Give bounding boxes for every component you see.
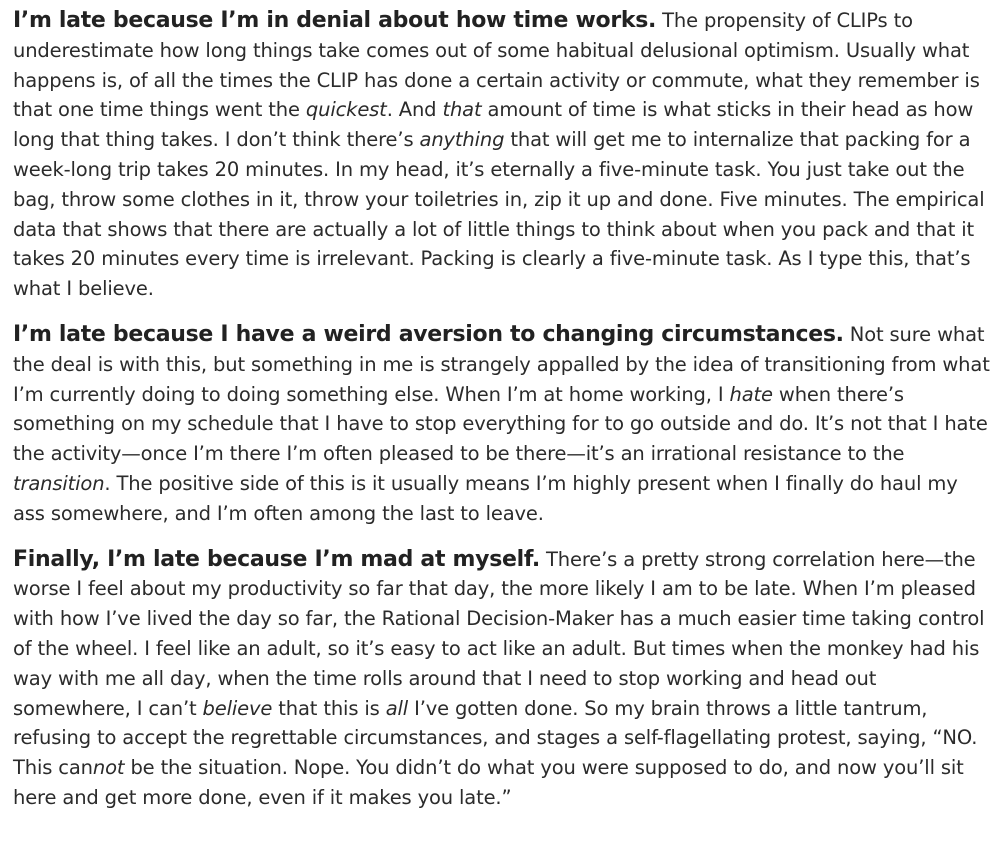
paragraph-text: I’ve gotten done. So my brain throws a little tantrum, refusing to accept the regrettable circumstances, and stages a self-flagellating protest, saying, “NO. This can bbox=[13, 696, 978, 780]
paragraph-lead: I’m late because I have a weird aversion to changing circumstances. bbox=[13, 321, 844, 347]
emphasis-text: believe bbox=[202, 696, 273, 720]
paragraph-aversion bbox=[13, 320, 990, 529]
paragraph-text: amount of time is what sticks in their head as how long that thing takes. I don’t think there’s bbox=[13, 98, 974, 152]
emphasis-text: not bbox=[92, 756, 125, 780]
paragraph-text: that this is bbox=[272, 696, 386, 720]
paragraph-denial bbox=[13, 6, 990, 304]
paragraph-text: There’s a pretty strong correlation here—the worse I feel about my productivity so far that day, the more likely I am to be late. When I’m pleased with how I’ve lived the day so far, the Rational Decision-Maker has a much easier time taking control of the wheel. I feel like an adult, so it’s easy to act like an adult. But times when the monkey had his way with me all day, when the time rolls around that I need to stop working and head out somewhere, I can’t bbox=[13, 547, 985, 720]
paragraph-lead: Finally, I’m late because I’m mad at myself. bbox=[13, 546, 540, 572]
paragraph-text: Not sure what the deal is with this, but something in me is strangely appalled by the idea of transitioning from what I’m currently doing to doing something else. When I’m at home working, I bbox=[13, 322, 990, 406]
paragraph-text: be the situation. Nope. You didn’t do what you were supposed to do, and now you’ll sit here and get more done, even if it makes you late.” bbox=[13, 756, 964, 809]
emphasis-text: all bbox=[385, 696, 409, 720]
paragraph-text: . And bbox=[386, 98, 443, 122]
paragraph-text: when there’s something on my schedule that I have to stop everything for to go outside and do. It’s not that I hate the activity—once I’m there I’m often pleased to be there—it’s an irrational resistance to the bbox=[13, 382, 988, 466]
emphasis-text: anything bbox=[419, 128, 505, 152]
emphasis-text: that bbox=[442, 98, 482, 122]
paragraph-lead: I’m late because I’m in denial about how time works. bbox=[13, 8, 657, 33]
emphasis-text: hate bbox=[729, 382, 773, 406]
emphasis-text: quickest bbox=[305, 98, 387, 122]
paragraph-text: that will get me to internalize that packing for a week-long trip takes 20 minutes. In my head, it’s eternally a five-minute task. You just take out the bag, throw some clothes in it, throw your toiletries in, zip it up and done. Five minutes. The empirical data that shows that there are actually a lot of little things to think about when you pack and that it takes 20 minutes every time is irrelevant. Packing is clearly a five-minute task. As I type this, that’s what I believe. bbox=[13, 128, 985, 301]
paragraph-text: The propensity of CLIPs to underestimate how long things take comes out of some habitual delusional optimism. Usually what happens is, of all the times the CLIP has done a certain activity or commute, what they remember is that one time things went the bbox=[13, 9, 980, 122]
emphasis-text: transition bbox=[13, 471, 105, 495]
paragraph-mad-at-myself bbox=[13, 545, 990, 813]
paragraph-text: . The positive side of this is it usually means I’m highly present when I finally do haul my ass somewhere, and I’m often among the last to leave. bbox=[13, 471, 958, 525]
